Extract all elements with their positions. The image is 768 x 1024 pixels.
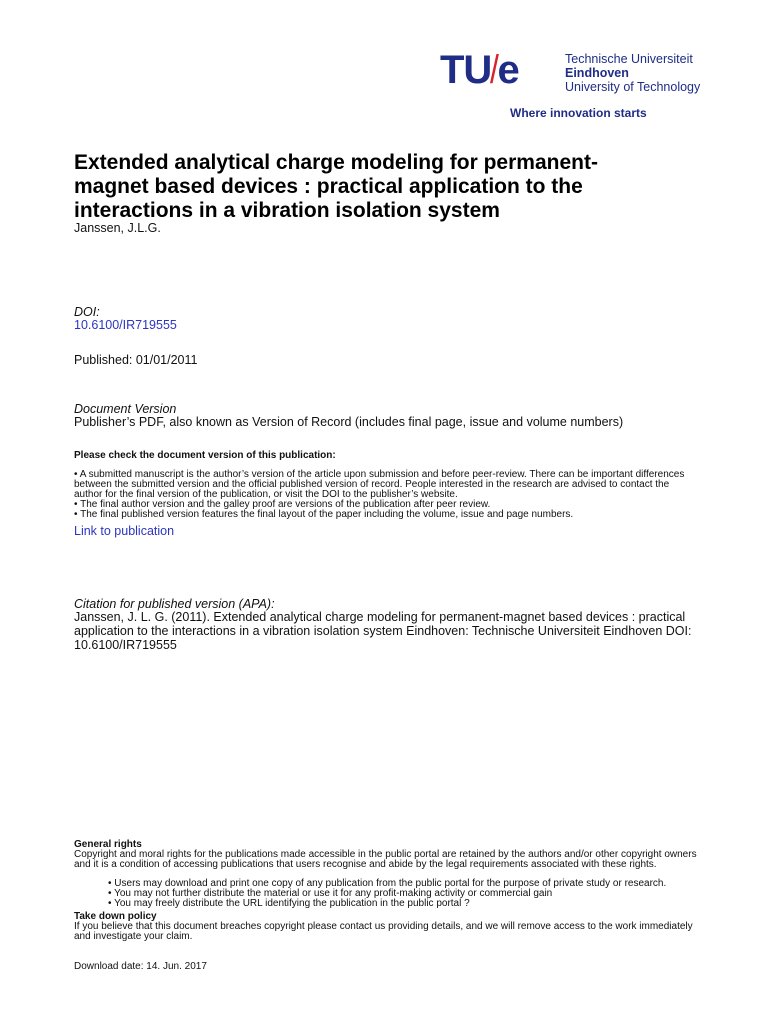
check-version-heading: Please check the document version of this publication: xyxy=(74,450,336,461)
takedown-text xyxy=(74,922,693,942)
check-note-line: • A submitted manuscript is the author’s version of the article upon submission and before peer-review. There can be important differences xyxy=(74,469,685,480)
citation-line: application to the interactions in a vibration isolation system Eindhoven: Technische Universiteit Eindhoven DOI: xyxy=(74,624,692,638)
citation-line: 10.6100/IR719555 xyxy=(74,638,177,652)
logo-mark-tu: TU xyxy=(440,48,492,92)
check-version-notes xyxy=(74,470,684,520)
doi-link[interactable]: 10.6100/IR719555 xyxy=(74,318,177,332)
rights-bullet-list xyxy=(108,879,666,909)
rights-bullet: • You may freely distribute the URL identifying the publication in the public portal ? xyxy=(108,898,470,909)
title-line: magnet based devices : practical application to the xyxy=(74,175,583,198)
rights-bullet: • Users may download and print one copy of any publication from the public portal for the purpose of private study or research. xyxy=(108,878,667,889)
logo-line-1: Technische Universiteit xyxy=(565,52,693,66)
tue-logo xyxy=(440,46,740,126)
takedown-line: If you believe that this document breaches copyright please contact us providing details, and we will remove access to the work immediately xyxy=(74,921,693,932)
general-rights-heading: General rights xyxy=(74,839,142,850)
rights-bullet: • You may not further distribute the material or use it for any profit-making activity or commercial gain xyxy=(108,888,553,899)
author-name: Janssen, J.L.G. xyxy=(74,221,161,235)
citation-text xyxy=(74,610,691,652)
takedown-line: and investigate your claim. xyxy=(74,931,193,942)
check-note-line: • The final published version features the final layout of the paper including the volume, issue and page numbers. xyxy=(74,509,574,520)
document-title xyxy=(74,151,694,223)
published-date: Published: 01/01/2011 xyxy=(74,353,198,367)
check-note-line: • The final author version and the galley proof are versions of the publication after peer review. xyxy=(74,499,491,510)
general-rights-line: Copyright and moral rights for the publications made accessible in the public portal are retained by the authors and/or other copyright owners xyxy=(74,849,697,860)
logo-tagline: Where innovation starts xyxy=(510,106,647,120)
document-version-label: Document Version xyxy=(74,402,177,416)
logo-institution-name xyxy=(565,52,700,94)
logo-mark-e: e xyxy=(497,48,519,92)
doi-label: DOI: xyxy=(74,305,100,319)
citation-label: Citation for published version (APA): xyxy=(74,597,275,611)
check-note-line: between the submitted version and the official published version of record. People interested in the research are advised to contact the xyxy=(74,479,670,490)
general-rights-line: and it is a condition of accessing publications that users recognise and abide by the legal requirements associated with these rights. xyxy=(74,859,657,870)
logo-line-3: University of Technology xyxy=(565,80,701,94)
title-line: Extended analytical charge modeling for permanent- xyxy=(74,151,598,174)
link-to-publication[interactable]: Link to publication xyxy=(74,524,175,538)
logo-line-2: Eindhoven xyxy=(565,66,629,80)
citation-line: Janssen, J. L. G. (2011). Extended analytical charge modeling for permanent-magnet based devices : practical xyxy=(74,610,686,624)
document-version-text: Publisher’s PDF, also known as Version of Record (includes final page, issue and volume numbers) xyxy=(74,415,624,429)
download-date: Download date: 14. Jun. 2017 xyxy=(74,961,207,972)
check-note-line: author for the final version of the publication, or visit the DOI to the publisher’s website. xyxy=(74,489,458,500)
tue-logo-mark xyxy=(440,48,519,92)
general-rights-text xyxy=(74,850,697,870)
logo-mark-slash: / xyxy=(490,48,499,92)
title-line: interactions in a vibration isolation system xyxy=(74,199,500,222)
takedown-heading: Take down policy xyxy=(74,911,157,922)
